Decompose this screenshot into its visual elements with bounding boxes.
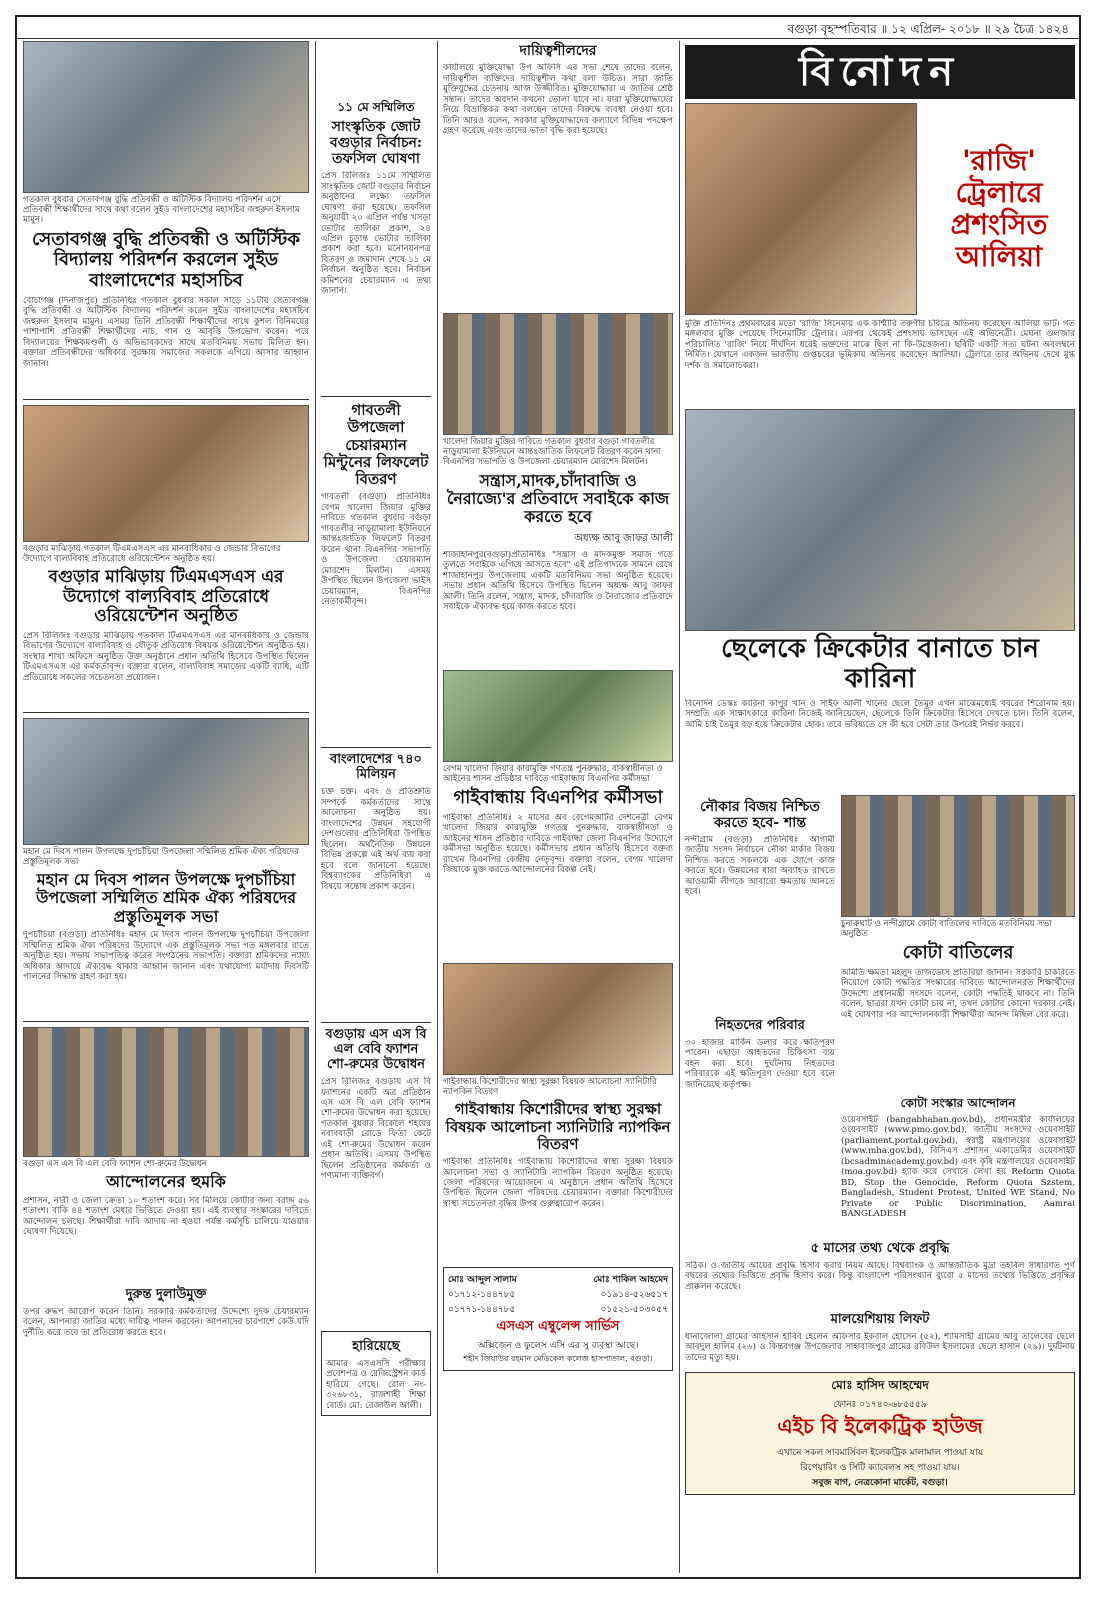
column-rule [315, 41, 316, 1573]
photo-caption: খালেদা জিয়ার মুক্তির দাবিতে গতকাল বুধবার বগুড়া গাবতলীর নাড়ুয়ামালা ইউনিয়নে আন্তঃজাতিক লিফলেট বিতরণ করেন থানা বিএনপির সভাপতি ও উপজেলা চেয়ারম্যান মোরশেদ মিলটন। [443, 437, 661, 468]
photo-bnp-meeting [443, 670, 673, 762]
headline-cultural-alliance: সাংস্কৃতিক জোট বগুড়ার নির্বাচন: তফসিল ঘোষণা [329, 118, 423, 167]
ad-address: সবুজ বাগ, নেত্রকোনা মার্কেট, বগুড়া। [812, 1477, 948, 1488]
article-body: নন্দীগ্রাম (বগুড়া) প্রতিনিধিঃ আগামী জাতীয় সংসদ নির্বাচনে নৌকা মার্কার বিজয় নিশ্চিত করতে সকলকে এক যোগে কাজ করতে হবে। উন্নয়নের ধারা অব্যাহত রাখতে আওয়ামী লীগকে আবারো ক্ষমতায় আনতে হবে। [685, 834, 835, 898]
photo-orientation [23, 405, 309, 542]
ad-note: অক্সিজেন ও ফুলেস এসি এর সু ব্যবস্থা আছে। [477, 1341, 639, 1352]
article-body: অমিতি ক্ষমতা মহলুদ তাজডোস প্রতিরিয়া জানান। সরকারি চাকরিতে নিয়োগে কোটা পদ্ধতির সংস্কারের দাবিতে আন্দোলনরত শিক্ষার্থীদের উদ্দেশ্যে প্রধানমন্ত্রী সংসদে বলেন, কোটা পদ্ধতিই থাকবে না। তিনি বলেন, ছাত্ররা যখন কোটা চায় না, তখন কোটার কোনো দরকার নেই। এই ঘোষণার পর আন্দোলনকারী শিক্ষার্থীরা আনন্দ মিছিল বের করে। [841, 967, 1075, 1020]
ambulance-ad [443, 1267, 673, 1371]
photo-caption: গাইবান্ধায় কিশোরীদের স্বাস্থ্য সুরক্ষা বিষয়ক আলোচনা স্যানিটারি ন্যাপকিন বিতরণ [443, 1076, 657, 1098]
headline-anticorruption: দুরুন্ত দুলাউমুক্ত [125, 1286, 207, 1302]
article-body: কার্যালয়ে মুক্তিযোদ্ধা উপ অফিসি এর সভা শেষে তাদের বলেন, দায়িত্বশীল ব্যক্তিদের দায়িত্বশীল কথা বলা উচিত। সারা জাতি মুক্তিযুদ্ধের চেতনায় আজ উজ্জীবিত। মুক্তিযোদ্ধারা এ জাতির শ্রেষ্ঠ সন্তান। তাদের অবদান কখনো ভোলা যাবে না। যারা মুক্তিযোদ্ধাদের নিয়ে বিভ্রান্তিকর কথা বলছেন তাদের বিরুদ্ধে ব্যবস্থা নেওয়া হবে। তিনি আরও বলেন, সরকার মুক্তিযোদ্ধাদের কল্যাণে বিভিন্ন পদক্ষেপ গ্রহণ করেছে এবং তাদের ভাতা বৃদ্ধি করা হয়েছে। [443, 63, 673, 136]
article-body: গাইবান্ধা প্রতিনিধিঃ ২ মাসের অব বেগেমঅটির দেশনেত্রী বেগম খালেদা জিয়ার কারামুক্তি গণতন্ত্র পুনরুদ্ধার, বাকস্বাধীনতা ও আইনের শাসন প্রতিষ্ঠার দাবিতে গাইবান্ধা জেলা বিএনপির উদ্যোগে কর্মীসভা অনুষ্ঠিত হয়েছে। কর্মীসভায় প্রধান অতিথি হিসেবে বক্তব্য রাখেন বিএনপির কেন্দ্রীয় নেতৃবৃন্দ। বক্তারা বলেন, বেগম খালেদা জিয়াকে মুক্ত করতে আন্দোলনের বিকল্প নেই। [443, 812, 673, 876]
article-body: শাজাহানপুর(বগুড়া)প্রতিনিধিঃ "সন্ত্রাস ও মাদকমুক্ত সমাজ গড়ে তুলতে সবাইকে এগিয়ে আসতে হবে" এই প্রতিপাদ্যকে সামনে রেখে শাজাহানপুর উপজেলায় একটি মতবিনিময় সভা অনুষ্ঠিত হয়েছে। সভায় প্রধান অতিথি হিসেবে উপস্থিত ছিলেন অধ্যক্ষ আবু জাফর আলী। তিনি বলেন, সন্ত্রাস, মাদক, চাঁদাবাজি ও নৈরাজ্যের প্রতিবাদে সবাইকে ঐক্যবদ্ধ হয়ে কাজ করতে হবে। [443, 549, 673, 613]
ad-address: শহীদ জিয়াউর রহমান মেডিকেল কলেজ হাসপাতাল, বগুড়া। [463, 1354, 653, 1364]
photo-caption: বগুড়া এস এস বি এল বেবি ফ্যাশন শো-রুমের উদ্বোধন [23, 1159, 207, 1170]
dateline: বগুড়া বৃহস্পতিবার ॥ ১২ এপ্রিল- ২০১৮ ॥ ২৯ চৈত্র ১৪২৪ [17, 17, 1079, 39]
column-4 [685, 41, 1075, 1573]
column-2 [321, 41, 431, 1573]
photo-health-program [443, 963, 673, 1075]
headline-families: নিহতদের পরিবার [715, 1017, 805, 1033]
ad-brand: এইচ বি ইলেকট্রিক হাউজ [777, 1413, 983, 1438]
column-rule [679, 41, 680, 1573]
article-body: চক্ত চক্ত। এবং ও প্রতিশ্রুতি সম্পর্কে কর্মকর্তাদের সাথে আলোচনা অনুষ্ঠিত হয়। বাংলাদেশের উন্নয়ন সহযোগী দেশগুলোর প্রতিনিধিরা উপস্থিত ছিলেন। অর্থনৈতিক উন্নয়নে বিভিন্ন প্রকল্পে এই অর্থ ব্যয় করা হবে বলে জানানো হয়েছে। বিশ্বব্যাংকের প্রতিনিধিরা এ বিষয়ে সন্তোষ প্রকাশ করেন। [321, 787, 431, 892]
photo-kareena [685, 409, 1075, 631]
article-body: বোচাগঞ্জ (দিনাজপুর) প্রতিনিধিঃ গতকাল বুধবার সকাল সাড়ে ১১টায় সেতাবগঞ্জ বুদ্ধি প্রতিবন্ধী ও অটিস্টিক বিদ্যালয় পরিদর্শন করেন সুইড বাংলাদেশের মহাসচিব জহুরুল ইসলাম মামুন। এসময় তিনি প্রতিবন্ধী শিক্ষার্থীদের সাথে কুশল বিনিময়ের পাশাপাশি প্রতিবন্ধী শিক্ষার্থীদের নাচ, গান ও আবৃত্তি উপভোগ করেন। পরে বিদ্যালয়ের শিক্ষকমণ্ডলী ও অভিভাবকদের সাথে মতবিনিময় সভায় মিলিত হন। বক্তারা প্রতিবন্ধীদের অধিকার সুরক্ষায় সমাজের সকলকে এগিয়ে আসার আহ্বান জানান। [23, 295, 309, 369]
article-body: গাবতলী (বগুড়া) প্রতিনিধিঃ বেগম খালেদা জিয়ার মুক্তির দাবিতে গতকাল বুধবার বগুড়া গাবতলীর নাড়ুয়ামালা ইউনিয়নে আন্তঃজাতিক লিফলেট বিতরণ করেন থানা বিএনপির সভাপতি ও উপজেলা চেয়ারম্যান মোরশেদ মিলটন। এসময় উপস্থিত ছিলেন উপজেলা ভাইস চেয়ারম্যান, বিএনপির নেতাকর্মীবৃন্দ। [321, 492, 431, 608]
byline: অধ্যক্ষ আবু জাফর আলী [574, 532, 673, 544]
headline-showroom: বগুড়ায় এস এস বি এল বেবি ফ্যাশন শো-রুমের উদ্বোধন [325, 1027, 427, 1073]
article-body: ওয়েবসাইট (bangabhaban.gov.bd), প্রধানমন্ত্রীর কার্যালয়ের ওয়েবসাইট (www.pmo.gov.bd), জাতীয় সংসদের ওয়েবসাইট (parliament.portal.gov.bd), স্বরাষ্ট্র মন্ত্রণালয়ের ওয়েবসাইট (www.mha.gov.bd), বিসিএস প্রশাসন একাডেমির ওয়েবসাইট (bcsadminacademy.gov.bd) এবং কৃষি মন্ত্রণালয়ের ওয়েবসাইট (moa.gov.bd) হ্যাক করে সেখানে লেখা হয় Reform Quota BD, Stop the Genocide, Reform Quota Szstem, Bangladesh, Student Protest, United WE Stand, No Private or Public Discrimination, Aamrai BANGLADESH [841, 1114, 1075, 1219]
photo-caption: গতকাল বুধবার সেতাবগঞ্জ বুদ্ধি প্রতিবন্ধী ও অটিস্টিক বিদ্যালয় পরিদর্শন এসে প্রতিবন্ধী শিক্ষার্থীদের সাথে কথা বলেন সুইড বাংলাদেশের মহাসচিব জহুরুল ইসলাম মামুন। [23, 195, 300, 226]
column-1 [23, 41, 309, 1573]
headline-may-day: মহান মে দিবস পালন উপলক্ষে দুপচাঁচিয়া উপজেলা সম্মিলিত শ্রমিক ঐক্য পরিষদের প্রস্তুতিমূলক সভা [35, 870, 297, 926]
headline-health-program: গাইবান্ধায় কিশোরীদের স্বাস্থ্য সুরক্ষা বিষয়ক আলোচনা স্যানিটারি ন্যাপকিন বিতরণ [445, 1100, 671, 1153]
photo-may-day [23, 718, 309, 845]
article-body: প্রেস রিলিজঃ বগুড়ার মাঝিড়ায় গতকাল টিএমএসএস এর মানবাধিকার ও জেন্ডার বিভাগের উদ্যোগে বাল্যবিবাহ ও যৌতুক প্রতিরোধ বিষয়ক ওরিয়েন্টেশন অনুষ্ঠিত হয়। সংস্থার শাখা অফিসে অনুষ্ঠিত উক্ত অনুষ্ঠানে প্রধান অতিথি হিসেবে উপস্থিত ছিলেন টিএমএসএস এর কর্মকর্তাবৃন্দ। বক্তারা বলেন, বাল্যবিবাহ সমাজের একটি ব্যাধি, এটি প্রতিরোধে সকলের সচেতনতা প্রয়োজন। [23, 630, 309, 683]
headline-quota-movement: কোটা সংস্কার আন্দোলন [900, 1095, 1016, 1110]
lost-notice-body: আমার এসএসসি পরীক্ষার প্রবেশপত্র ও রেজিস্ট্রেশন কার্ড হারিয়ে গেছে। রোল নং- ৩২৬৮৩১, রাজশাহী শিক্ষা বোর্ড। মো: রেজাউল আলী। [326, 1358, 426, 1411]
ad-line: এখানে সকল সাবমার্সিবল ইলেকট্রিক মালামাল পাওয়া যায় [776, 1447, 984, 1458]
article-body: দুপচাঁচিয়া (বগুড়া) প্রতিনিধিঃ মহান মে দিবস পালন উপলক্ষে দুপচাঁচিয়া উপজেলা সম্মিলিত শ্রমিক ঐক্য পরিষদের উদ্যোগে এক প্রস্তুতিমূলক সভা গত মঙ্গলবার রাতে অনুষ্ঠিত হয়। সভায় সভাপতিত্ব করেন সংগঠনের সভাপতি। বক্তারা শ্রমিকদের ন্যায্য অধিকার আদায়ে ঐক্যবদ্ধ থাকার আহ্বান জানান এবং যথাযোগ্য মর্যাদায় দিবসটি পালনের সিদ্ধান্ত গ্রহণ করা হয়। [23, 930, 309, 983]
headline-quota: কোটা বাতিলের [902, 942, 1014, 964]
article-body: মুক্তি প্রতিদিনঃ প্রথমবারের মতো 'রাজি' সিনেমায় এক কাশ্মীরি তরুণীর চরিত্রে অভিনয় করেছেন আলিয়া ভাট। গত মঙ্গলবার মুক্তি পেয়েছে সিনেমাটির ট্রেলার। এরপর থেকেই প্রশংসায় ভাসছেন এই অভিনেত্রী। মেঘনা গুলজার পরিচালিত 'রাজি' নিয়ে দীর্ঘদিন ধরেই ভক্তদের মাঝে ছিল না কি-উত্তেজনা। ছবিটি একটি সত্য ঘটনা অবলম্বনে নির্মিত। যেখানে একজন ভারতীয় গুপ্তচরের ভূমিকায় অভিনয় করেছেন আলিয়া। ট্রেলারে তার অভিনয় দেখে মুগ্ধ দর্শক ও সমালোচকরা। [685, 319, 1075, 371]
article-body: তপর রুদ্ধপ আরোপ করেন তিনি। সরকারি কর্মকর্তাদের উদ্দেশ্যে দুদক চেয়ারম্যান বলেন, আপনারা জাতির মধ্যে দায়িত্ব পালন করবেন। আপনাদের চারপাশে কেউ যদি দুর্নীতি করে তবে তা প্রতিরোধ করতে হবে। [23, 1306, 309, 1338]
ad-phone: ০১৫২১-৫০৩০৫৭ [600, 1305, 668, 1316]
ad-contact-name: মোঃ আব্দুল সালাম [448, 1275, 517, 1286]
electric-house-ad [685, 1372, 1075, 1495]
ad-phone: ০১৯১৪-৫২৬৫১৭ [600, 1290, 668, 1301]
lost-notice [321, 1331, 431, 1416]
newspaper-page [15, 15, 1081, 1579]
column-rule [437, 41, 438, 1573]
photo-alia [685, 103, 917, 315]
photo-leaflet-distribution [443, 313, 673, 435]
headline-school-visit: সেতাবগঞ্জ বুদ্ধি প্রতিবন্ধী ও অটিস্টিক বিদ্যালয় পরিদর্শন করলেন সুইড বাংলাদেশের মহাসচিব [32, 228, 300, 291]
article-body: বিনোদন ডেস্কঃ কারিনা কাপুর খান ও সাইফ আলী খানের ছেলে তৈমুর এখন মাঝেমধ্যেই খবরের শিরোনাম হয়। সম্প্রতি এক সাক্ষাৎকারে কারিনা নিজেই জানিয়েছেন, ছেলেকে তিনি ক্রিকেটার হিসেবে দেখতে চান। তিনি বলেন, আমি চাই তৈমুর বড় হয়ে ক্রিকেটার হোক। তবে ভবিষ্যতে সে কী হবে সেটা তার উপরেই নির্ভর করবে। [685, 698, 1075, 730]
article-body: ৩০ হাজার মার্কিন ডলার করে ক্ষতিপূরণ পাবেন। এছাড়া আহতদের চিকিৎসা ব্যয় বহন করা হবে। দুর্ঘটনায় নিহতদের পরিবারকে এই ক্ষতিপূরণ দেওয়া হবে বলে জানিয়েছে কর্তৃপক্ষ। [685, 1037, 835, 1090]
ad-phone: ফোনঃ ০১৭৪০-৬৮৫৫৫৯ [833, 1399, 927, 1410]
ad-service-name: এসএস এম্বুলেন্স সার্ভিস [496, 1319, 620, 1335]
photo-caption: চুনারুঘাট ও নন্দীগ্রামে কোটা বাতিলের দাবিতে মতবিনিময় সভা অনুষ্ঠিত [841, 918, 1052, 939]
ad-line: রিপেয়ারিং ও সিটি ক্যাবেলস সহ পাওয়া যায়। [800, 1462, 960, 1473]
headline-kareena: ছেলেকে ক্রিকেটার বানাতে চান কারিনা [721, 634, 1039, 694]
article-body: প্রেস রিলিজঃ বগুড়ায় এস বি ফ্যাশনের একটি অত্র প্রতিষ্ঠান এস এস বি এল বেবি ফ্যাশন শো-রুমের উদ্বোধন করা হয়েছে। গতকাল বুধবার বিকেলে শহরের নবাববাড়ী রোডে ফিতা কেটে এই শো-রুমের উদ্বোধন করেন প্রধান অতিথি। এসময় উপস্থিত ছিলেন প্রতিষ্ঠানের কর্মকর্তা ও গণ্যমান্য ব্যক্তিবর্গ। [321, 1077, 431, 1182]
column-3 [443, 41, 673, 1573]
headline-orientation: বগুড়ার মাঝিড়ায় টিএমএসএস এর উদ্যোগে বাল্যবিবাহ প্রতিরোধে ওরিয়েন্টেশন অনুষ্ঠিত [48, 567, 284, 627]
ad-phone: ০১৭১২-১৪৪৭৮৫ [448, 1290, 516, 1301]
photo-caption: বগুড়ার মাঝিড়ায় গতকাল টিএমএসএস এর মানবাধিকার ও জেন্ডার বিভাগের উদ্যোগে বাল্যবিবাহ প্রতিরোধে ওরিয়েন্টেশন অনুষ্ঠিত হয়। [23, 543, 281, 564]
headline-boat-victory: নৌকার বিজয় নিশ্চিত করতে হবে- শান্ত [700, 798, 820, 831]
lost-notice-title: হারিয়েছে [352, 1339, 400, 1355]
headline-growth: ৫ মাসের তথ্য থেকে প্রবৃদ্ধি [810, 1240, 950, 1256]
ad-phone: ০১৭৭১-১৪৪৭৮৫ [448, 1305, 516, 1316]
ad-contact-name: মোঃ শাকিল আহমেদ [593, 1275, 668, 1286]
article-body: প্রেস রিলিজঃ ১১মে সম্মিলিত সাংস্কৃতিক জোট বগুড়ার নির্বাচন অনুষ্ঠানের লক্ষ্যে তফসিল ঘোষণা করা হয়েছে। তফসিল অনুযায়ী ২০ এপ্রিল পর্যন্ত খসড়া ভোটার তালিকা প্রকাশ, ২৪ এপ্রিল চূড়ান্ত ভোটার তালিকা প্রকাশ করা হবে। মনোনয়নপত্র বিতরণ ও জমাদান শেষে ১১ মে নির্বাচন অনুষ্ঠিত হবে। নির্বাচন কমিশনের চেয়ারম্যান এ তথ্য জানান। [321, 171, 431, 297]
article-body: গাইবান্ধা প্রতিনিধিঃ গাইবান্ধায় কিশোরীদের স্বাস্থ্য সুরক্ষা বিষয়ক আলোচনা সভা ও স্যানিটারি ন্যাপকিন বিতরণ অনুষ্ঠিত হয়েছে। জেলা পরিষদের আয়োজনে এ অনুষ্ঠানে প্রধান অতিথি হিসেবে উপস্থিত ছিলেন জেলা পরিষদের চেয়ারম্যান। বক্তারা কিশোরীদের স্বাস্থ্য সচেতনতা বৃদ্ধির উপর গুরুত্বারোপ করেন। [443, 1157, 673, 1209]
article-body: প্রশাসন, নারী ও জেলা ক্রেতা ১০ শতাংশ করে। সব মিলিয়ে কোটার জন্য বরাদ্দ ৫৬ শতাংশ। বাকি ৪৪ শতাংশ মেধার ভিত্তিতে দেওয়া হয়। এই ব্যবস্থার সংস্কারের দাবিতে আন্দোলন চলছে। শিক্ষার্থীরা দাবি আদায় না হওয়া পর্যন্ত কর্মসূচি চালিয়ে যাওয়ার ঘোষণা দিয়েছে। [23, 1195, 309, 1238]
headline-protest-threat: আন্দোলনের হুমকি [106, 1172, 226, 1192]
photo-caption: মহান মে দিবস পালন উপলক্ষে দুপচাঁচিয়া উপজেলা সম্মিলিত শ্রমিক ঐক্য পরিষদের প্রস্তুতিমূলক সভা [23, 846, 299, 867]
divider [23, 1021, 309, 1022]
divider [321, 747, 431, 748]
headline-alia: 'রাজি' ট্রেলারে প্রশংসিত আলিয়া [950, 143, 1048, 274]
article-body: সঠিক। ও জাতীয় আয়ের প্রবৃদ্ধি হিসাব করার নিয়ম আছে। বিশ্বব্যাংক ও আন্তর্জাতিক মুদ্রা তহবিল সাধারণত পূর্ণ বছরের তথ্যের ভিত্তিতে প্রবৃদ্ধি হিসাব করে। কিন্তু বাংলাদেশ পরিসংখ্যান ব্যুরো ৫ মাসের তথ্যের ভিত্তিতে প্রবৃদ্ধির প্রাক্কলন করেছে। [685, 1260, 1075, 1292]
divider [321, 396, 431, 397]
headline-malaysia: মালয়েশিয়ায় লিফট [830, 1311, 930, 1327]
section-banner: বিনোদন [685, 45, 1075, 99]
divider [23, 712, 309, 713]
photo-school-visit [23, 41, 309, 193]
headline-740-million: বাংলাদেশের ৭৪০ মিলিয়ন [329, 752, 423, 783]
headline-leaflet: গাবতলী উপজেলা চেয়ারম্যান মিন্টুনের লিফলেট বিতরণ [323, 401, 429, 489]
ad-owner: মোঃ হাসিদ আহম্মেদ [831, 1377, 929, 1392]
divider [321, 1022, 431, 1023]
kicker: ১১ মে সম্মিলিত [337, 100, 415, 114]
photo-caption: বেগম খালেদা জিয়ার কারামুক্তি গণতন্ত্র পুনরুদ্ধার, বাকস্বাধীনতা ও আইনের শাসন প্রতিষ্ঠার দাবিতে গাইবান্ধায় বিএনপির কর্মীসভা [443, 763, 663, 785]
headline-anti-terror: সন্ত্রাস,মাদক,চাঁদাবাজি ও নৈরাজ্যে'র প্রতিবাদে সবাইকে কাজ করতে হবে [446, 470, 670, 527]
photo-fashion-showroom [23, 1027, 309, 1157]
article-body: ধানাজোলা গ্রামের আহসান হাবিব হেলেন অফিসার ইকবাল হোসেন (৫২), শ্যামসাহী গ্রামের আবু তালেবের ছেলে আবদুল হালিম (২৬) ও কিন্তবগঞ্জ উপজেলার সাহাবাজপুর গ্রামের রবিউল ইসলামের ছেলে হাসান (২৯)। দুর্ঘটনায় তাদের মৃত্যু হয়। [685, 1331, 1075, 1363]
headline-bnp-meeting: গাইবান্ধায় বিএনপির কর্মীসভা [453, 787, 663, 809]
kicker: দায়িত্বশীলদের [519, 43, 597, 59]
photo-quota-meeting [841, 795, 1075, 917]
divider [23, 399, 309, 400]
